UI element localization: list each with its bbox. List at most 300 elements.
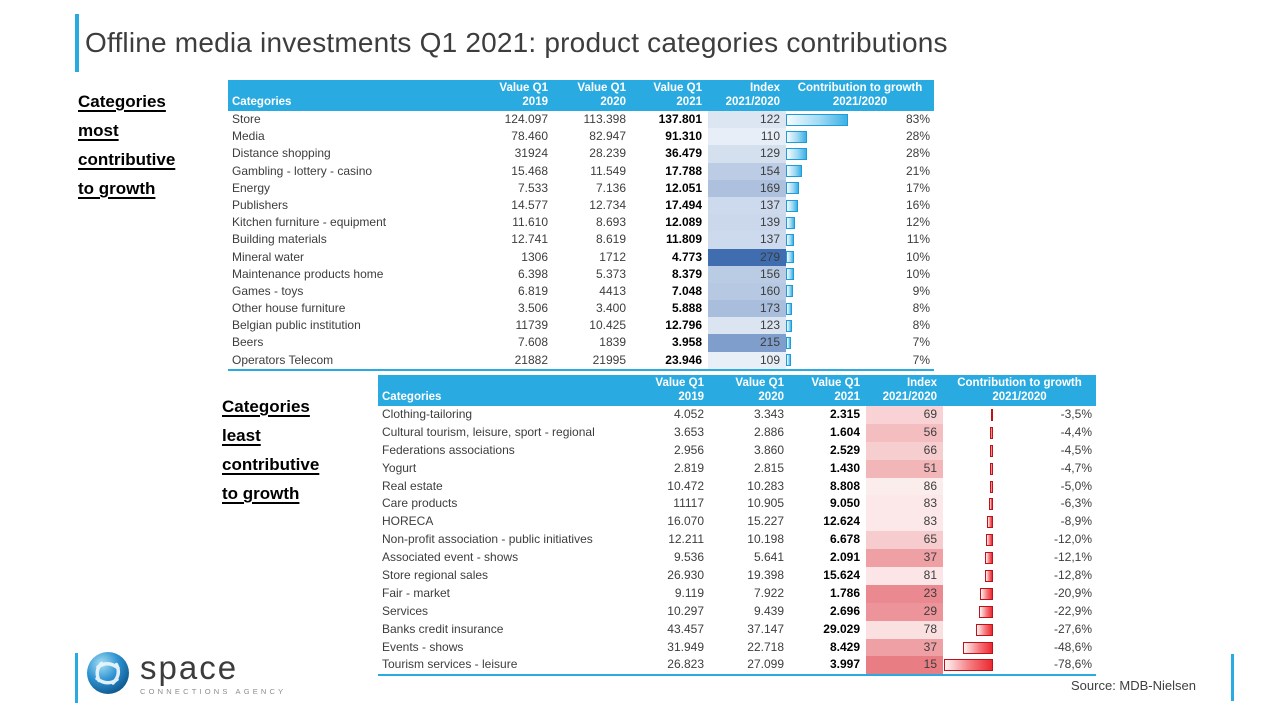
value-2020-cell: 5.641 [753, 550, 784, 565]
header-line-top: Index [906, 377, 937, 389]
category-cell: Gambling - lottery - casino [232, 163, 373, 178]
value-2021-cell: 2.696 [829, 603, 860, 618]
value-2019-cell: 26.930 [667, 568, 704, 583]
table-row [378, 442, 1096, 460]
contribution-value: 28% [905, 146, 930, 161]
contribution-bar-zone [786, 197, 850, 214]
contribution-bar-zone [943, 603, 993, 621]
value-2019-cell: 16.070 [667, 514, 704, 529]
contribution-cell [786, 180, 934, 197]
contribution-value: 7% [912, 352, 930, 367]
table1-side-label [78, 87, 175, 203]
category-cell: Events - shows [382, 639, 464, 654]
value-2021-cell: 12.089 [665, 215, 702, 230]
table-row [228, 300, 934, 317]
contribution-cell [943, 603, 1096, 621]
contribution-cell [786, 128, 934, 145]
index-cell: 173 [708, 300, 786, 317]
contribution-value: 11% [906, 232, 930, 247]
contribution-value: -3,5% [1060, 407, 1092, 421]
category-cell: Yogurt [382, 460, 417, 475]
value-2020-cell: 10.198 [747, 532, 784, 547]
category-cell: Belgian public institution [232, 318, 361, 333]
value-2020-cell: 22.718 [747, 639, 784, 654]
sphere-swirl-icon [86, 651, 130, 695]
contribution-bar [786, 200, 798, 212]
table-row [378, 495, 1096, 513]
contribution-cell [786, 352, 934, 369]
index-cell: 137 [708, 197, 786, 214]
table-row [378, 549, 1096, 567]
contribution-bar [786, 337, 791, 349]
header-value-2019 [470, 80, 554, 111]
value-2020-cell: 2.815 [753, 460, 784, 475]
category-cell: Mineral water [232, 249, 305, 264]
contribution-value: -12,0% [1053, 532, 1092, 547]
header-line-bottom: 2021/2020 [725, 96, 780, 108]
table2-label-line: contributive [222, 455, 320, 474]
header-contribution [943, 375, 1096, 406]
contribution-bar-zone [943, 549, 993, 567]
index-cell: 23 [866, 585, 943, 603]
header-line-top: Index [749, 82, 780, 94]
index-cell: 279 [708, 249, 786, 266]
contribution-value: 8% [912, 301, 930, 316]
category-cell: Other house furniture [232, 301, 346, 316]
value-2021-cell: 7.048 [671, 283, 702, 298]
category-cell: Tourism services - leisure [382, 657, 518, 672]
value-2021-cell: 1.604 [829, 424, 860, 439]
contribution-bar [786, 251, 794, 263]
index-cell: 169 [708, 180, 786, 197]
value-2021-cell: 6.678 [829, 532, 860, 547]
header-value-2020 [710, 375, 790, 406]
table1-label-line: most [78, 121, 119, 140]
value-2020-cell: 82.947 [589, 129, 626, 144]
category-cell: Services [382, 603, 429, 618]
category-cell: Games - toys [232, 283, 304, 298]
table-row [378, 603, 1096, 621]
contribution-bar-zone [943, 531, 993, 549]
category-cell: Energy [232, 180, 271, 195]
page-title: Offline media investments Q1 2021: product categories contributions [85, 27, 948, 58]
contribution-cell [943, 460, 1096, 478]
contribution-cell [943, 478, 1096, 496]
value-2019-cell: 7.533 [517, 180, 548, 195]
logo-text [140, 651, 286, 696]
value-2021-cell: 2.091 [829, 550, 860, 565]
table-row [378, 585, 1096, 603]
index-cell: 129 [708, 145, 786, 162]
value-2021-cell: 1.430 [829, 460, 860, 475]
category-cell: Federations associations [382, 442, 515, 457]
value-2019-cell: 21882 [514, 352, 548, 367]
contribution-value: -12,1% [1053, 550, 1092, 565]
value-2020-cell: 3.860 [753, 442, 784, 457]
header-line-bottom: 2021/2020 [832, 96, 888, 108]
value-2021-cell: 12.796 [665, 318, 702, 333]
contribution-bar [786, 234, 794, 246]
value-2020-cell: 4413 [599, 283, 626, 298]
index-cell: 123 [708, 317, 786, 334]
table-row [228, 231, 934, 248]
contribution-bar [986, 534, 993, 546]
contribution-cell [943, 621, 1096, 639]
table2-side-label [222, 392, 319, 508]
contribution-value: -6,3% [1060, 496, 1092, 511]
contribution-cell [943, 585, 1096, 603]
category-cell: Building materials [232, 232, 327, 247]
contribution-bar-zone [786, 180, 850, 197]
table-row [228, 197, 934, 214]
value-2019-cell: 12.211 [668, 532, 704, 547]
value-2021-cell: 2.529 [829, 442, 860, 457]
table-row [378, 621, 1096, 639]
contribution-value: 83% [905, 112, 930, 126]
value-2020-cell: 27.099 [747, 657, 784, 672]
header-index [708, 80, 786, 111]
contribution-bar-zone [786, 128, 850, 145]
value-2021-cell: 1.786 [829, 585, 860, 600]
value-2020-cell: 37.147 [747, 621, 784, 636]
value-2021-cell: 12.051 [665, 180, 702, 195]
header-contribution [786, 80, 934, 111]
value-2021-cell: 23.946 [665, 352, 702, 367]
value-2019-cell: 31924 [514, 146, 548, 161]
index-cell: 83 [866, 495, 943, 513]
contribution-bar-zone [943, 478, 993, 496]
contribution-bar [944, 659, 993, 671]
table-row [378, 424, 1096, 442]
table-row [378, 513, 1096, 531]
table-row [228, 283, 934, 300]
contribution-value: 10% [905, 266, 930, 281]
table-row [228, 266, 934, 283]
contribution-value: -4,7% [1060, 460, 1092, 475]
category-cell: Operators Telecom [232, 352, 334, 367]
contribution-value: 7% [912, 335, 930, 350]
header-value-2021 [790, 375, 866, 406]
table1-label-line: to growth [78, 179, 156, 198]
table-row [378, 460, 1096, 478]
value-2021-cell: 29.029 [823, 621, 860, 636]
contribution-cell [786, 300, 934, 317]
value-2019-cell: 14.577 [511, 197, 548, 212]
contribution-value: -4,4% [1060, 424, 1092, 439]
index-cell: 139 [708, 214, 786, 231]
index-cell: 37 [866, 639, 943, 657]
category-cell: Banks credit insurance [382, 621, 504, 636]
value-2021-cell: 5.888 [671, 301, 702, 316]
logo-tagline: CONNECTIONS AGENCY [140, 687, 287, 696]
value-2019-cell: 11117 [673, 496, 704, 511]
value-2020-cell: 28.239 [589, 146, 626, 161]
contribution-value: -48,6% [1053, 639, 1092, 654]
index-cell: 110 [708, 128, 786, 145]
index-cell: 122 [708, 111, 786, 128]
header-categories [228, 80, 470, 111]
contribution-bar [786, 148, 807, 160]
contribution-value: 17% [905, 180, 930, 195]
value-2021-cell: 4.773 [671, 249, 702, 264]
table-row [228, 334, 934, 351]
contribution-bar [786, 182, 799, 194]
source-note: Source: MDB-Nielsen [1071, 678, 1196, 693]
contribution-value: -5,0% [1060, 478, 1092, 493]
value-2020-cell: 11.549 [590, 163, 626, 178]
header-value-2021 [632, 80, 708, 111]
category-cell: Beers [232, 335, 264, 350]
index-cell: 56 [866, 424, 943, 442]
value-2020-cell: 2.886 [753, 424, 784, 439]
value-2021-cell: 11.809 [665, 232, 702, 247]
contribution-cell [786, 283, 934, 300]
header-value-2020 [554, 80, 632, 111]
header-line-top: Value Q1 [655, 377, 704, 389]
header-line-top: Contribution to growth [957, 377, 1082, 389]
contribution-cell [786, 197, 934, 214]
table-row [228, 317, 934, 334]
value-2020-cell: 8.619 [595, 232, 626, 247]
value-2020-cell: 1712 [599, 249, 626, 264]
contribution-cell [943, 442, 1096, 460]
header-line-top: Value Q1 [653, 82, 702, 94]
value-2020-cell: 21995 [592, 352, 626, 367]
value-2021-cell: 8.429 [829, 639, 860, 654]
table1-label-line: Categories [78, 92, 166, 111]
contribution-bar [786, 114, 848, 126]
header-line-bottom: Categories [382, 391, 442, 403]
value-2021-cell: 137.801 [658, 112, 702, 126]
contribution-cell [943, 531, 1096, 549]
value-2020-cell: 7.136 [595, 180, 626, 195]
contribution-cell [786, 214, 934, 231]
value-2019-cell: 26.823 [667, 657, 704, 672]
header-line-top: Value Q1 [577, 82, 626, 94]
header-line-top: Value Q1 [735, 377, 784, 389]
table-header [378, 375, 1096, 406]
index-cell: 66 [866, 442, 943, 460]
index-cell: 156 [708, 266, 786, 283]
contribution-bar-zone [943, 513, 993, 531]
table-row [378, 656, 1096, 674]
index-cell: 29 [866, 603, 943, 621]
title-accent-line [75, 14, 79, 72]
contribution-value: 28% [905, 129, 930, 144]
contribution-bar-zone [943, 442, 993, 460]
contribution-bar [976, 624, 993, 636]
header-line-bottom: 2021 [676, 96, 702, 108]
category-cell: Fair - market [382, 585, 451, 600]
value-2019-cell: 78.460 [511, 129, 548, 144]
contribution-bar [786, 303, 792, 315]
contribution-cell [943, 513, 1096, 531]
contribution-bar-zone [786, 352, 850, 369]
contribution-bar-zone [786, 249, 850, 266]
category-cell: Media [232, 129, 265, 144]
header-line-bottom: Categories [232, 96, 292, 108]
category-cell: Non-profit association - public initiatives [382, 532, 593, 547]
category-cell: HORECA [382, 514, 434, 529]
contribution-cell [943, 406, 1096, 424]
value-2020-cell: 10.905 [747, 496, 784, 511]
decline-table [378, 375, 1096, 676]
value-2019-cell: 3.506 [517, 301, 548, 316]
contribution-bar-zone [943, 424, 993, 442]
header-line-bottom: 2019 [522, 96, 548, 108]
index-cell: 83 [866, 513, 943, 531]
category-cell: Distance shopping [232, 146, 331, 161]
contribution-bar [985, 552, 993, 564]
contribution-bar-zone [943, 495, 993, 513]
value-2019-cell: 3.653 [673, 424, 704, 439]
value-2019-cell: 11739 [515, 318, 548, 333]
contribution-cell [786, 249, 934, 266]
header-line-bottom: 2021/2020 [882, 391, 937, 403]
table2-label-line: least [222, 426, 261, 445]
contribution-bar-zone [786, 300, 850, 317]
index-cell: 51 [866, 460, 943, 478]
value-2021-cell: 3.997 [829, 657, 860, 672]
contribution-cell [786, 266, 934, 283]
contribution-bar [963, 642, 993, 654]
contribution-value: -22,9% [1053, 603, 1092, 618]
header-line-bottom: 2021 [834, 391, 860, 403]
contribution-bar-zone [943, 460, 993, 478]
category-cell: Clothing-tailoring [382, 407, 473, 421]
value-2019-cell: 6.819 [517, 283, 548, 298]
contribution-bar [786, 217, 795, 229]
value-2021-cell: 8.808 [829, 478, 860, 493]
value-2020-cell: 12.734 [589, 197, 626, 212]
contribution-value: -27,6% [1053, 621, 1092, 636]
value-2019-cell: 2.956 [673, 442, 704, 457]
header-line-top [382, 376, 640, 390]
category-cell: Real estate [382, 478, 443, 493]
contribution-bar-zone [943, 639, 993, 657]
table2-label-line: Categories [222, 397, 310, 416]
value-2019-cell: 124.097 [504, 112, 548, 126]
header-line-top: Value Q1 [811, 377, 860, 389]
header-categories [378, 375, 640, 406]
header-line-bottom: 2020 [600, 96, 626, 108]
value-2019-cell: 1306 [521, 249, 548, 264]
value-2019-cell: 12.741 [511, 232, 548, 247]
contribution-cell [786, 231, 934, 248]
value-2020-cell: 19.398 [747, 568, 784, 583]
table-row [378, 406, 1096, 424]
value-2019-cell: 43.457 [667, 621, 704, 636]
value-2021-cell: 8.379 [671, 266, 702, 281]
contribution-value: 8% [912, 318, 930, 333]
contribution-bar [786, 268, 794, 280]
value-2021-cell: 9.050 [829, 496, 860, 511]
category-cell: Store regional sales [382, 568, 489, 583]
contribution-bar-zone [786, 145, 850, 162]
contribution-value: 16% [905, 197, 930, 212]
contribution-bar [979, 606, 993, 618]
value-2019-cell: 10.297 [667, 603, 704, 618]
index-cell: 160 [708, 283, 786, 300]
index-cell: 215 [708, 334, 786, 351]
value-2019-cell: 2.819 [673, 460, 704, 475]
category-cell: Associated event - shows [382, 550, 519, 565]
table2-label-line: to growth [222, 484, 300, 503]
contribution-value: 12% [905, 215, 930, 230]
contribution-bar [786, 165, 802, 177]
value-2019-cell: 9.536 [673, 550, 704, 565]
value-2021-cell: 15.624 [823, 568, 860, 583]
value-2020-cell: 5.373 [595, 266, 626, 281]
value-2020-cell: 3.343 [753, 407, 784, 421]
category-cell: Cultural tourism, leisure, sport - regional [382, 424, 595, 439]
table-row [378, 639, 1096, 657]
table-row [228, 214, 934, 231]
contribution-bar-zone [786, 334, 850, 351]
footer-accent-line [1231, 654, 1234, 701]
table-row [228, 352, 934, 369]
contribution-bar-zone [943, 585, 993, 603]
value-2020-cell: 10.425 [589, 318, 626, 333]
category-cell: Publishers [232, 197, 289, 212]
category-cell: Store [232, 112, 261, 126]
contribution-cell [943, 639, 1096, 657]
contribution-bar [786, 285, 793, 297]
contribution-cell [943, 495, 1096, 513]
table-header [228, 80, 934, 111]
contribution-cell [786, 334, 934, 351]
contribution-value: 21% [905, 163, 930, 178]
contribution-bar-zone [786, 214, 850, 231]
value-2019-cell: 7.608 [517, 335, 548, 350]
header-index [866, 375, 943, 406]
contribution-bar [786, 354, 791, 366]
table-row [378, 567, 1096, 585]
table-row [378, 478, 1096, 496]
category-cell: Kitchen furniture - equipment [232, 215, 387, 230]
contribution-bar-zone [786, 317, 850, 334]
value-2019-cell: 11.610 [512, 215, 548, 230]
header-line-bottom: 2019 [678, 391, 704, 403]
contribution-bar [980, 588, 993, 600]
index-cell: 154 [708, 163, 786, 180]
value-2020-cell: 15.227 [747, 514, 784, 529]
contribution-bar-zone [943, 621, 993, 639]
header-value-2019 [640, 375, 710, 406]
category-cell: Maintenance products home [232, 266, 384, 281]
contribution-cell [943, 549, 1096, 567]
index-cell: 15 [866, 656, 943, 674]
value-2021-cell: 17.788 [665, 163, 702, 178]
contribution-cell [786, 163, 934, 180]
header-line-top: Value Q1 [499, 82, 548, 94]
contribution-cell [943, 424, 1096, 442]
contribution-cell [786, 111, 934, 128]
contribution-value: -78,6% [1053, 657, 1092, 672]
value-2021-cell: 3.958 [671, 335, 702, 350]
table-row [228, 180, 934, 197]
table-row [378, 531, 1096, 549]
table-row [228, 145, 934, 162]
index-cell: 37 [866, 549, 943, 567]
contribution-value: 10% [905, 249, 930, 264]
contribution-cell [943, 656, 1096, 674]
value-2019-cell: 6.398 [517, 266, 548, 281]
index-cell: 109 [708, 352, 786, 369]
index-cell: 78 [866, 621, 943, 639]
contribution-bar-zone [786, 231, 850, 248]
contribution-bar-zone [786, 283, 850, 300]
